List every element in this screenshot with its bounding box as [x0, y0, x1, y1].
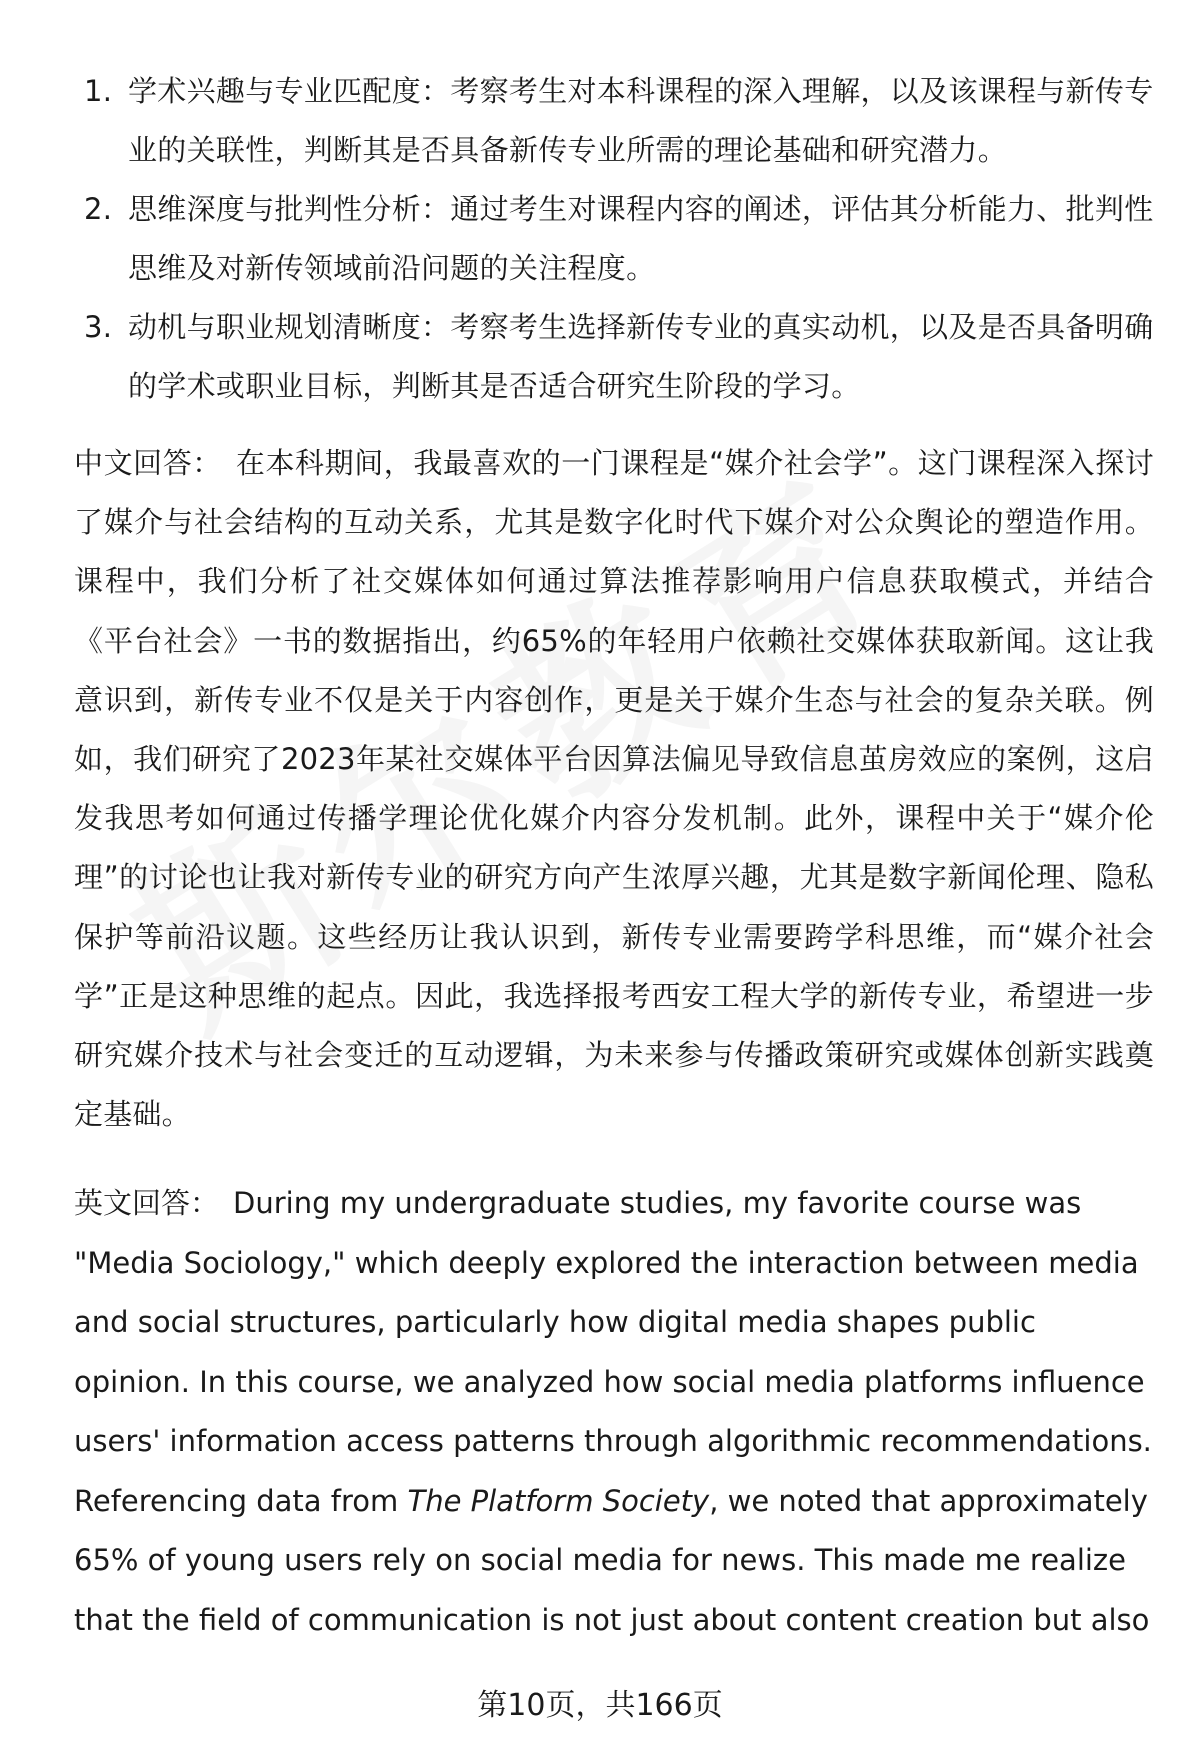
criteria-number: 2. — [84, 192, 113, 226]
chinese-answer-paragraph — [74, 434, 1154, 1144]
english-answer-paragraph — [74, 1174, 1154, 1650]
criteria-text: 学术兴趣与专业匹配度：考察考生对本科课程的深入理解，以及该课程与新传专业的关联性，判断其是否具备新传专业所需的理论基础和研究潜力。 — [128, 74, 1154, 167]
english-answer-text-after: , we noted that approximately 65% of young users rely on social media for news. This made me realize that the field of communication is not just about content creation but also — [74, 1483, 1150, 1637]
criteria-item — [74, 62, 1154, 180]
criteria-number: 1. — [84, 74, 113, 108]
criteria-list — [74, 62, 1154, 416]
criteria-item — [74, 298, 1154, 416]
criteria-number: 3. — [84, 310, 113, 344]
chinese-answer-label: 中文回答： — [74, 446, 222, 480]
chinese-answer-text: 在本科期间，我最喜欢的一门课程是“媒介社会学”。这门课程深入探讨了媒介与社会结构的互动关系，尤其是数字化时代下媒介对公众舆论的塑造作用。课程中，我们分析了社交媒体如何通过算法推荐影响用户信息获取模式，并结合《平台社会》一书的数据指出，约65%的年轻用户依赖社交媒体获取新闻。这让我意识到，新传专业不仅是关于内容创作，更是关于媒介生态与社会的复杂关联。例如，我们研究了2023年某社交媒体平台因算法偏见导致信息茧房效应的案例，这启发我思考如何通过传播学理论优化媒介内容分发机制。此外，课程中关于“媒介伦理”的讨论也让我对新传专业的研究方向产生浓厚兴趣，尤其是数字新闻伦理、隐私保护等前沿议题。这些经历让我认识到，新传专业需要跨学科思维，而“媒介社会学”正是这种思维的起点。因此，我选择报考西安工程大学的新传专业，希望进一步研究媒介技术与社会变迁的互动逻辑，为未来参与传播政策研究或媒体创新实践奠定基础。 — [74, 446, 1154, 1132]
page-number-footer: 第10页，共166页 — [477, 1688, 723, 1723]
criteria-text: 思维深度与批判性分析：通过考生对课程内容的阐述，评估其分析能力、批判性思维及对新传领域前沿问题的关注程度。 — [128, 192, 1154, 285]
book-title: The Platform Society — [407, 1483, 710, 1518]
english-answer-text-before: During my undergraduate studies, my favorite course was "Media Sociology," which deeply explored the interaction between media and social structures, particularly how digital media shapes public opinion. In this course, we analyzed how social media platforms influence users' information access patterns through algorithmic recommendations. Referencing data from — [74, 1186, 1152, 1518]
criteria-text: 动机与职业规划清晰度：考察考生选择新传专业的真实动机，以及是否具备明确的学术或职业目标，判断其是否适合研究生阶段的学习。 — [128, 310, 1154, 403]
page-content — [74, 62, 1154, 1650]
criteria-item — [74, 180, 1154, 298]
english-answer-label: 英文回答： — [74, 1186, 220, 1221]
